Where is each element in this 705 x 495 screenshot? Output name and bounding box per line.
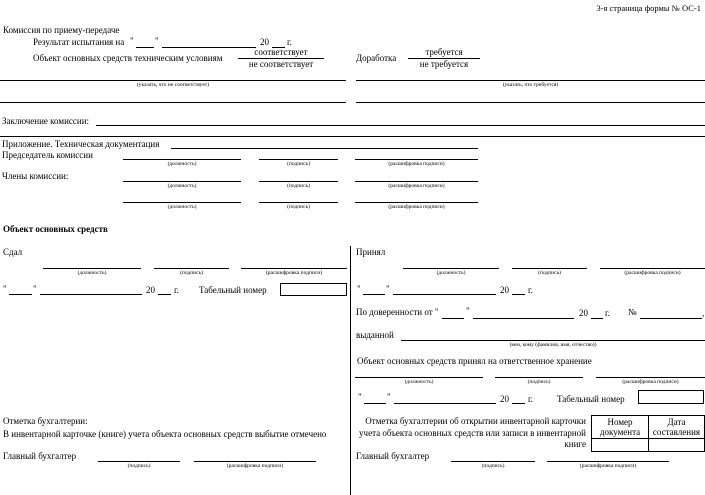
quote-open: " [130,36,134,46]
handed-year-prefix: 20 [146,285,155,295]
decoding-hint: (расшифровка подписи) [579,463,637,469]
appendix-label: Приложение. Техническая документация [2,139,160,149]
complies-option[interactable]: соответствует [254,47,308,57]
member1-position-field[interactable] [123,181,241,182]
attorney-year-prefix: 20 [579,308,588,318]
chairman-position-field[interactable] [123,159,241,160]
custody-tab-number-label: Табельный номер [557,394,625,404]
not-complies-option[interactable]: не соответствует [248,59,314,69]
form-page-label: 3-я страница формы № ОС-1 [596,3,701,13]
attorney-year-suffix: г. [605,308,610,318]
accounting-mark-label: Отметка бухгалтерии: [3,416,88,426]
chief-accountant-label-left: Главный бухгалтер [3,451,77,461]
custody-year-field[interactable] [512,403,525,404]
card-disposal-note: В инвентарной карточке (книге) учета объекта основных средств выбытие отмечено [3,429,327,439]
decoding-hint: (расшифровка подписи) [624,270,681,276]
chairman-signature-field[interactable] [259,159,338,160]
year-suffix: г. [287,37,292,47]
attorney-month-field[interactable] [473,318,574,319]
handed-tab-number-field[interactable] [280,283,347,296]
position-hint: (должность) [436,270,466,276]
members-label: Члены комиссии: [2,171,69,181]
received-signature-field[interactable] [512,268,587,269]
handed-day-field[interactable] [9,294,32,295]
custody-day-field[interactable] [364,403,386,404]
attorney-number-field[interactable] [640,318,702,319]
received-label: Принял [356,247,386,257]
attorney-comma: , [702,308,705,318]
chairman-decoding-field[interactable] [355,159,478,160]
signature-hint: (подпись) [538,270,561,276]
open-card-line-1: Отметка бухгалтерии об открытии инвентарной карточки [365,416,586,426]
signature-hint: (подпись) [287,161,310,167]
open-card-line-2: учета объекта основных средств или записи в инвентарной [359,428,586,438]
chief-right-signature-field[interactable] [451,461,535,462]
custody-label: Объект основных средств принял на ответственное хранение [357,356,592,366]
doc-number-cell[interactable] [592,439,648,451]
custody-tab-number-field[interactable] [638,390,704,404]
position-hint: (должность) [77,270,107,276]
handed-signature-field[interactable] [154,268,229,269]
signature-hint: (подпись) [127,463,151,469]
handed-month-field[interactable] [40,294,142,295]
custody-decoding-field[interactable] [596,377,705,378]
position-hint: (должность) [404,379,434,385]
asset-section-title: Объект основных средств [3,224,108,234]
chief-accountant-label-right: Главный бухгалтер [356,451,430,461]
chief-right-decoding-field[interactable] [547,461,669,462]
attorney-number-sign: № [628,307,637,317]
handed-year-field[interactable] [158,294,171,295]
chief-left-signature-field[interactable] [98,461,180,462]
custody-year-prefix: 20 [500,394,509,404]
custody-year-suffix: г. [528,394,533,404]
handed-quote-close: " [33,284,37,294]
received-quote-close: " [386,284,390,294]
position-hint: (должность) [167,161,197,167]
custody-quote-close: " [387,392,391,402]
commission-title: Комиссия по приему-передаче [3,25,120,35]
rework-line-2[interactable] [356,102,705,103]
date-cell[interactable] [649,439,704,451]
decoding-hint: (расшифровка подписи) [622,379,679,385]
test-day-field[interactable] [136,47,154,48]
year-prefix: 20 [260,37,269,47]
custody-month-field[interactable] [394,403,496,404]
handed-year-suffix: г. [174,285,179,295]
test-result-label: Результат испытания на [33,37,125,47]
decoding-hint: (расшифровка подписи) [388,183,445,189]
chairman-label: Председатель комиссии [2,150,93,160]
noncompliance-line-2[interactable] [0,102,346,103]
issued-to-hint: (кем, кому (фамилия, имя, отчество)) [509,342,597,348]
received-year-suffix: г. [528,285,533,295]
handed-tab-number-label: Табельный номер [199,285,267,295]
position-hint: (должность) [167,183,197,189]
decoding-hint: (расшифровка подписи) [388,204,445,210]
conclusion-line-2[interactable] [0,136,705,137]
conditions-label: Объект основных средств техническим условиям [33,53,223,63]
received-year-prefix: 20 [500,285,509,295]
custody-signature-field[interactable] [495,377,583,378]
handed-position-field[interactable] [43,268,141,269]
received-day-field[interactable] [363,294,385,295]
date-header: Дата составления [652,417,701,437]
conclusion-label: Заключение комиссии: [2,116,90,126]
chief-left-decoding-field[interactable] [194,461,316,462]
attorney-quote-close: " [466,306,470,316]
handed-label: Сдал [3,247,23,257]
position-hint: (должность) [167,204,197,210]
member1-signature-field[interactable] [259,181,338,182]
signature-hint: (подпись) [481,463,505,469]
member2-position-field[interactable] [123,202,241,203]
member1-decoding-field[interactable] [355,181,478,182]
received-decoding-field[interactable] [600,268,705,269]
required-option[interactable]: требуется [425,47,463,57]
decoding-hint: (расшифровка подписи) [226,463,284,469]
column-divider [350,246,351,495]
issued-to-field[interactable] [401,340,705,341]
appendix-line[interactable] [171,148,478,149]
power-of-attorney-label: По доверенности от " [356,307,439,317]
signature-hint: (подпись) [287,183,310,189]
decoding-hint: (расшифровка подписи) [265,270,323,276]
handed-decoding-field[interactable] [241,268,347,269]
signature-hint: (подпись) [527,379,551,385]
noncompliance-line-1[interactable] [0,80,346,81]
received-month-field[interactable] [393,294,496,295]
quote-close: " [155,36,159,46]
member2-decoding-field[interactable] [355,202,478,203]
custody-position-field[interactable] [355,377,483,378]
received-quote-open: " [357,284,361,294]
received-position-field[interactable] [403,268,499,269]
rework-hint: (указать, что требуется) [502,82,559,88]
signature-hint: (подпись) [180,270,203,276]
conclusion-line-1[interactable] [96,125,705,126]
decoding-hint: (расшифровка подписи) [388,161,445,167]
handed-quote-open: " [3,284,7,294]
issued-label: выданной [356,330,394,340]
open-card-line-3: книге [564,439,586,449]
member2-signature-field[interactable] [259,202,338,203]
noncompliance-hint: (указать, что не соответствует) [136,82,210,88]
doc-number-header: Номер документа [599,417,641,437]
received-year-field[interactable] [512,294,525,295]
not-required-option[interactable]: не требуется [419,59,469,69]
attorney-year-field[interactable] [591,318,603,319]
attorney-day-field[interactable] [442,318,464,319]
signature-hint: (подпись) [287,204,310,210]
rework-line-1[interactable] [356,80,705,81]
custody-quote-open: " [358,392,362,402]
rework-label: Доработка [356,53,397,63]
